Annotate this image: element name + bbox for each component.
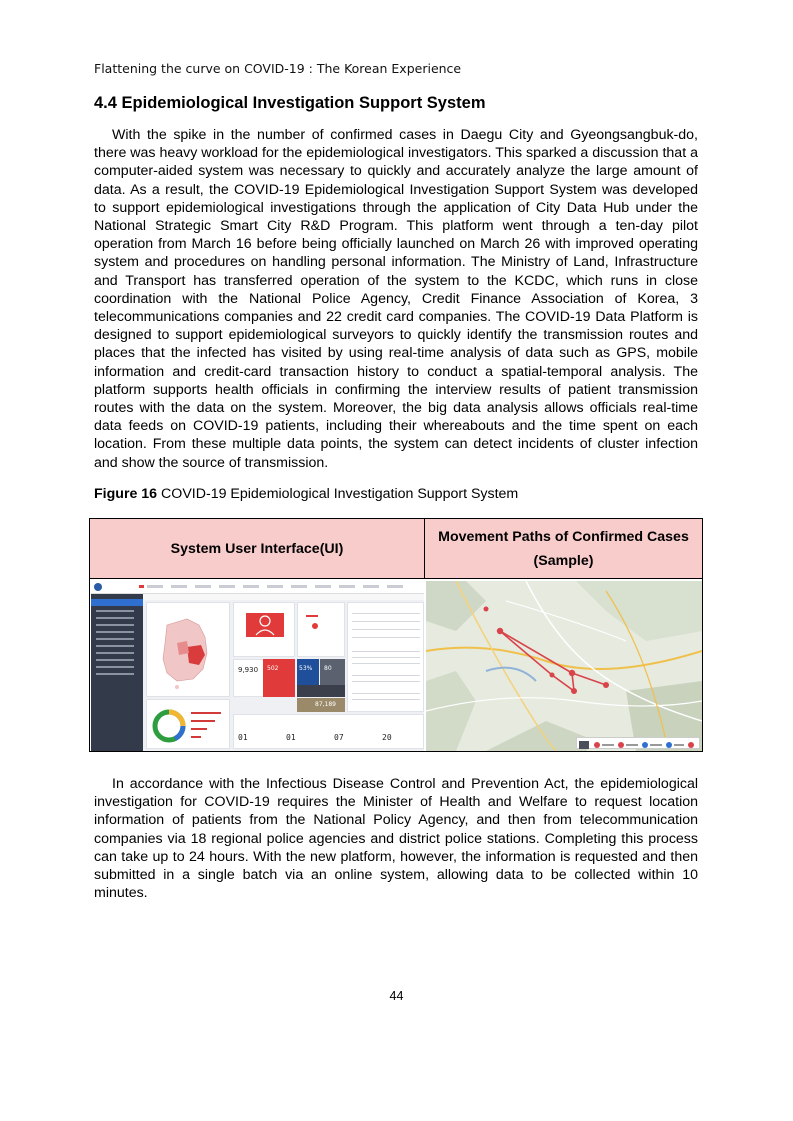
ui-tab (243, 585, 259, 588)
korea-map-icon (147, 603, 231, 698)
ui-card-number: 20 (382, 733, 392, 742)
ui-table-line (352, 651, 420, 652)
ui-people-panel (297, 602, 345, 657)
ui-sidebar (91, 594, 143, 751)
figure-caption (94, 486, 518, 502)
figure-table (89, 518, 703, 752)
ui-stat-red (263, 659, 295, 697)
donut-chart-icon (147, 700, 231, 750)
running-header: Flattening the curve on COVID-19 : The Korean Experience (94, 61, 462, 76)
ui-total-number: 9,930 (238, 666, 259, 674)
ui-red-number: 502 (267, 665, 279, 672)
ui-cards-panel (233, 714, 424, 749)
column-header-ui: System User Interface(UI) (90, 519, 425, 579)
column-header-paths (425, 519, 702, 579)
movement-paths-map (426, 581, 702, 751)
figure-label: Figure 16 (94, 486, 158, 502)
ui-tab (339, 585, 355, 588)
ui-tab (195, 585, 211, 588)
ui-card-number: 01 (238, 733, 248, 742)
ui-stat-tan (297, 698, 345, 712)
ui-tab (147, 585, 163, 588)
ui-sidebar-item (96, 638, 134, 640)
ui-table-line (352, 663, 420, 664)
ui-sidebar-item (96, 645, 134, 647)
figure-caption-text: COVID-19 Epidemiological Investigation Support System (161, 486, 519, 502)
ui-table-line (352, 637, 420, 638)
ui-korea-map-panel (146, 602, 230, 697)
ui-people-bar (306, 615, 318, 617)
page-number: 44 (389, 989, 404, 1003)
ui-tab-marker (139, 585, 144, 588)
ui-sidebar-item (96, 652, 134, 654)
ui-tab (267, 585, 283, 588)
ui-tab (315, 585, 331, 588)
column-header-paths-line2: (Sample) (533, 552, 594, 569)
ui-sidebar-item (96, 624, 134, 626)
system-ui-screenshot (91, 581, 424, 751)
ui-sidebar-item (96, 631, 134, 633)
ui-table-line (352, 629, 420, 630)
map-legend-icon (577, 739, 701, 751)
ui-tan-number: 87,189 (315, 701, 336, 708)
ui-logo-icon (94, 583, 102, 591)
user-icon (234, 603, 296, 658)
ui-user-panel (233, 602, 295, 657)
ui-donut-panel (146, 699, 230, 749)
paragraph-1: With the spike in the number of confirmed cases in Daegu City and Gyeongsangbuk-do, there was heavy workload for the epidemiological investigators. This sparked a discussion that a computer-aided system was necessary to quickly and accurately analyze the large amount of data. As a result, the COVID-19 Epidemiological Investigation Support System was developed to support epidemiological investigations through the application of City Data Hub under the National Strategic Smart City R&D Program. This platform went through a ten-day pilot operation from March 16 before being officially launched on March 26 with improved operating system and procedures on handling personal information. The Ministry of Land, Infrastructure and Transport has transferred operation of the system to the KCDC, which runs in close coordination with the National Police Agency, Credit Finance Association of Korea, 3 telecommunications companies and 22 credit card companies. The COVID-19 Data Platform is designed to support epidemiological surveyors to quickly identify the transmission routes and places that the infected has visited by using real-time analysis of data such as GPS, mobile information and credit-card transaction history to conduct a spatial-temporal analysis. The platform supports health officials in confirming the interview results of patient transmission routes with the data on the system. Moreover, the big data analysis allows officials real-time data feeds on COVID-19 patients, including their whereabouts and the time spent on each location. From these multiple data points, the system can detect incidents of cluster infection and show the source of transmission. (94, 127, 698, 471)
ui-table-line (352, 681, 420, 682)
ui-table-panel (347, 602, 424, 712)
section-title: 4.4 Epidemiological Investigation Support System (94, 94, 486, 112)
ui-table-line (352, 657, 420, 658)
ui-tab (171, 585, 187, 588)
paragraph-2: In accordance with the Infectious Disease Control and Prevention Act, the epidemiological investigation for COVID-19 requires the Minister of Health and Welfare to request location information of patients from the National Policy Agency, and then from telecommunication companies via 18 regional police agencies and district police stations. Completing this process can take up to 24 hours. With the new platform, however, the information is requested and then submitted in a single batch via an online system, allowing data to be collected within 10 minutes. (94, 776, 698, 902)
ui-tab (219, 585, 235, 588)
ui-table-line (352, 675, 420, 676)
ui-topbar (91, 581, 424, 594)
ui-sidebar-item (96, 610, 134, 612)
ui-table-line (352, 699, 420, 700)
ui-tab (291, 585, 307, 588)
ui-table-line (352, 693, 420, 694)
ui-sidebar-selected (91, 599, 143, 606)
ui-sidebar-item (96, 666, 134, 668)
ui-tab (363, 585, 379, 588)
ui-card-number: 01 (286, 733, 296, 742)
ui-pct-number: 53% (299, 665, 313, 672)
ui-gray-number: 80 (324, 665, 332, 672)
ui-sidebar-item (96, 617, 134, 619)
ui-card-number: 07 (334, 733, 344, 742)
ui-sidebar-item (96, 673, 134, 675)
map-legend (576, 737, 700, 749)
ui-table-line (352, 621, 420, 622)
map-image (426, 581, 702, 751)
ui-people-dot (312, 623, 318, 629)
ui-stat-dark (297, 685, 345, 697)
ui-table-line (352, 613, 420, 614)
ui-tab (387, 585, 403, 588)
ui-sidebar-item (96, 659, 134, 661)
column-header-paths-line1: Movement Paths of Confirmed Cases (438, 528, 689, 545)
